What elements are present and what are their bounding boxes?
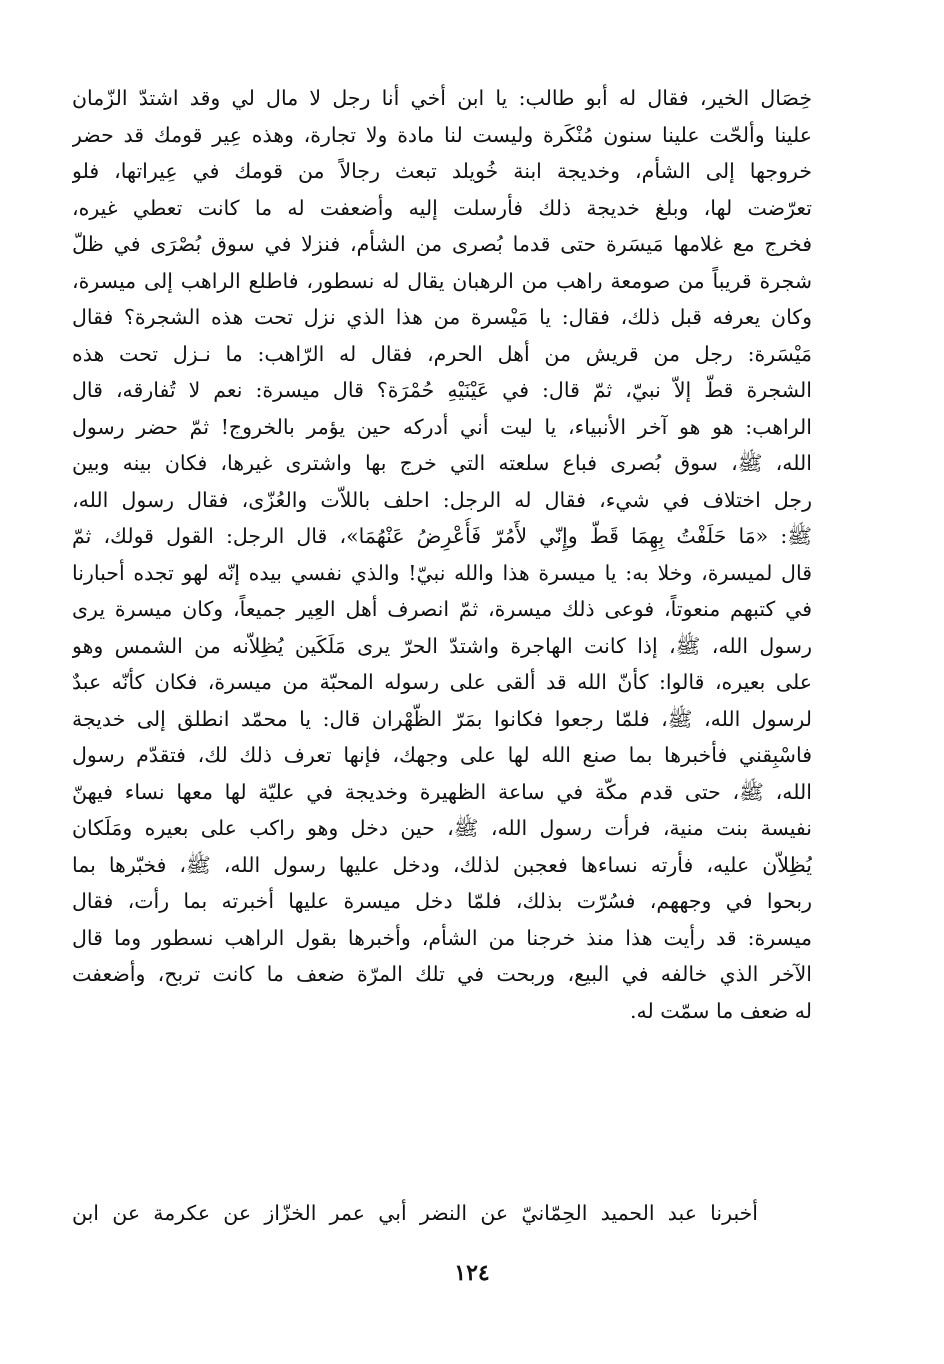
text-line: ربحوا في وجههم، فسُرّت بذلك، فلمّا دخل ميسرة عليها أخبرته بما رأت، فقال [72, 889, 812, 913]
text-line: فخرج مع غلامها مَيسَرة حتى قدما بُصرى من الشأم، فنزلا في سوق بُصْرَى في ظلّ [72, 232, 812, 256]
text-line: ﷺ: «مَا حَلَفْتُ بِهِمَا قَطّ وإِنّي لأَمُرّ فَأُعْرِضُ عَنْهُمَا»، قال الرجل: القول قولك، ثمّ [72, 524, 812, 548]
text-line: رجل اختلاف في شيء، فقال له الرجل: احلف باللاّت والعُزّى، فقال رسول الله، [72, 487, 812, 512]
text-line: خِصَال الخير، فقال له أبو طالب: يا ابن أخي أنا رجل لا مال لي وقد اشتدّ الزّمان [72, 86, 812, 110]
text-line: شجرة قريباً من صومعة راهب من الرهبان يقال له نسطور، فاطلع الراهب إلى ميسرة، [72, 268, 812, 293]
text-line: يُظِلاّن عليه، فأرته نساءها فعجبن لذلك، ودخل عليها رسول الله، ﷺ، فخبّرها بما [72, 852, 812, 877]
text-line: أخبرنا عبد الحميد الحِمّانيّ عن النضر أبي عمر الخزّاز عن عكرمة عن ابن [72, 1201, 758, 1225]
text-line: قال لميسرة، وخلا به: يا ميسرة هذا والله نبيّ! والذي نفسي بيده إنّه لهو تجده أحبارنا [72, 560, 812, 585]
text-line: في كتبهم منعوتاً، فوعى ذلك ميسرة، ثمّ انصرف أهل العِير جميعاً، وكان ميسرة يرى [72, 597, 812, 621]
text-line: مَيْسَرة: رجل من قريش من أهل الحرم، فقال له الرّاهب: ما نـزل تحت هذه [72, 341, 812, 366]
text-line: ميسرة: قد رأيت هذا منذ خرجنا من الشأم، وأخبرها بقول الراهب نسطور وما قال [72, 925, 812, 950]
text-line: نفيسة بنت منية، فرأت رسول الله، ﷺ، حين دخل وهو راكب على بعيره ومَلَكان [72, 816, 812, 840]
text-line: لرسول الله، ﷺ، فلمّا رجعوا فكانوا بمَرّ الظّهْران قال: يا محمّد انطلق إلى خديجة [72, 706, 812, 731]
paragraph-main [72, 80, 812, 1029]
text-line: له ضعف ما سمّت له. [630, 998, 812, 1023]
text-line: على بعيره، قالوا: كأنّ الله قد ألقى على رسوله المحبّة من ميسرة، فكان كأنّه عبدٌ [72, 670, 812, 694]
text-line: تعرّضت لها، وبلغ خديجة ذلك فأرسلت إليه وأضعفت له ما كانت تعطي غيره، [72, 195, 812, 220]
text-line: الآخر الذي خالفه في البيع، وربحت في تلك المرّة ضعف ما كانت تربح، وأضعفت [72, 962, 812, 986]
text-line: الراهب: هو هو آخر الأنبياء، يا ليت أني أدركه حين يؤمر بالخروج! ثمّ حضر رسول [72, 414, 812, 439]
text-line: الله، ﷺ، سوق بُصرى فباع سلعته التي خرج بها واشترى غيرها، فكان بينه وبين [72, 451, 812, 475]
text-line: الله، ﷺ، حتى قدم مكّة في ساعة الظهيرة وخديجة في عليّة لها معها نساء فيهنّ [72, 779, 812, 804]
text-line: رسول الله، ﷺ، إذا كانت الهاجرة واشتدّ الحرّ يرى مَلَكَين يُظِلاّنه من الشمس وهو [72, 633, 812, 658]
paragraph-isnad [72, 1195, 812, 1232]
text-line: خروجها إلى الشأم، وخديجة ابنة خُويلد تبعث رجالاً من قومك في عِيراتها، فلو [72, 159, 812, 183]
text-line: علينا وألحّت علينا سنون مُنْكَرة وليست لنا مادة ولا تجارة، وهذه عِير قومك قد حضر [72, 122, 812, 147]
text-line: الشجرة قطّ إلاّ نبيّ، ثمّ قال: في عَيْنَيْهِ حُمْرَة؟ قال ميسرة: نعم لا تُفارقه، قال [72, 378, 812, 402]
text-line: فاسْبِقني فأخبرها بما صنع الله لها على وجهك، فإنها تعرف ذلك لك، فتقدّم رسول [72, 743, 812, 767]
text-line: وكان يعرفه قبل ذلك، فقال: يا مَيْسرة من هذا الذي نزل تحت هذه الشجرة؟ فقال [72, 305, 812, 329]
page-number: ١٢٤ [454, 1260, 490, 1286]
